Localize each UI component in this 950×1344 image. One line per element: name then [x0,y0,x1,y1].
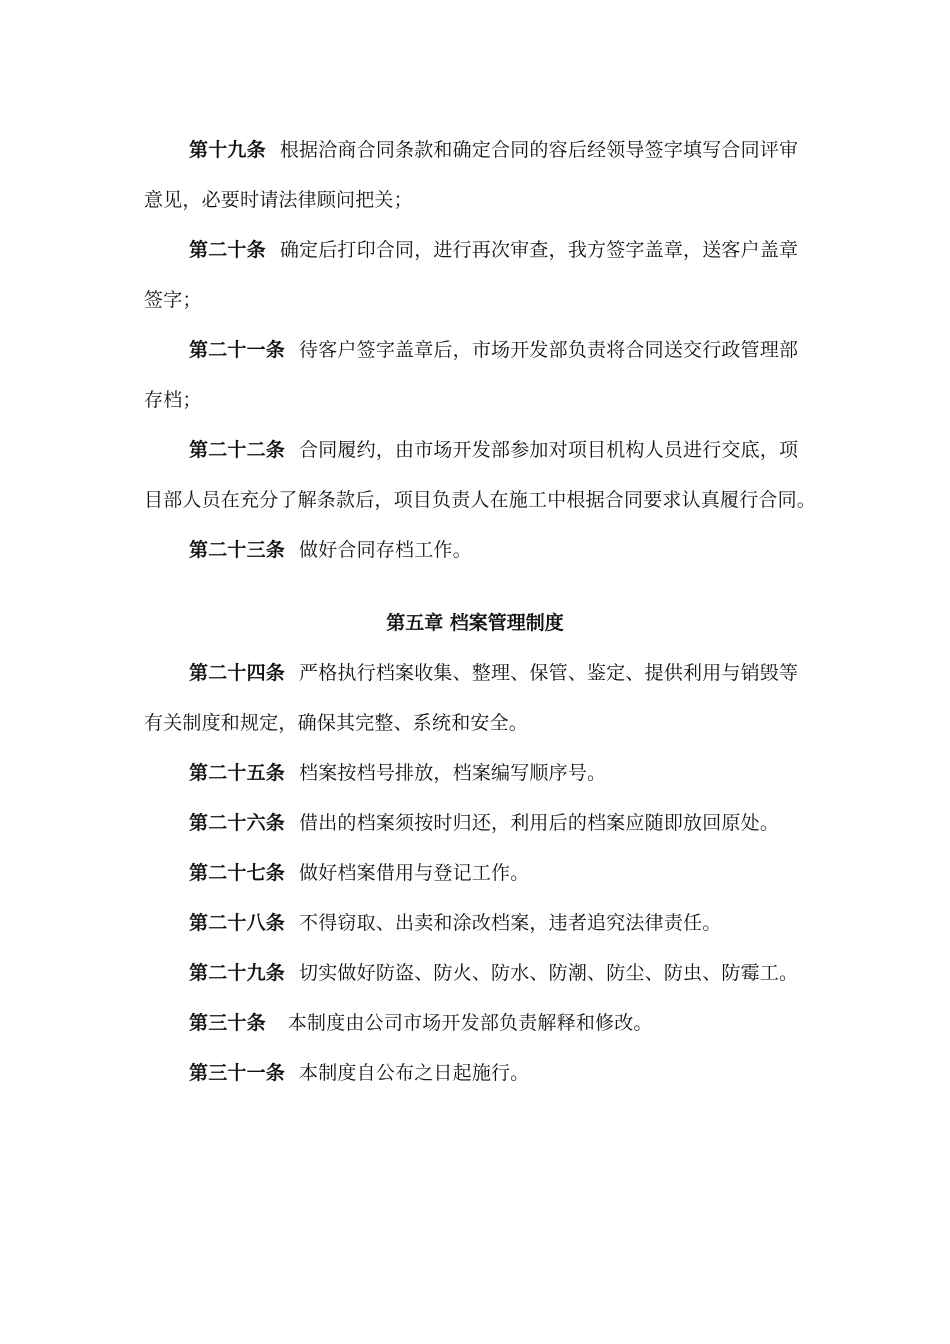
article-27-text: 做好档案借用与登记工作。 [299,862,530,884]
article-23-label: 第二十三条 [189,539,286,561]
article-26-line-1 [189,810,779,836]
article-24-text: 严格执行档案收集、整理、保管、鉴定、提供利用与销毁等 [299,662,799,684]
article-21-line-1 [189,337,798,363]
article-30-line-1 [189,1010,653,1036]
article-29-text: 切实做好防盗、防火、防水、防潮、防尘、防虫、防霉工。 [299,962,799,984]
article-30-text: 本制度由公司市场开发部负责解释和修改。 [287,1012,653,1034]
article-24-line-2: 有关制度和规定，确保其完整、系统和安全。 [144,712,529,734]
article-27-label: 第二十七条 [189,862,286,884]
article-25-text: 档案按档号排放，档案编写顺序号。 [299,762,607,784]
article-21-label: 第二十一条 [189,339,286,361]
article-22-line-2: 目部人员在充分了解条款后，项目负责人在施工中根据合同要求认真履行合同。 [144,489,817,511]
article-28-label: 第二十八条 [189,912,286,934]
article-20-text: 确定后打印合同，进行再次审查，我方签字盖章，送客户盖章 [279,239,799,261]
article-31-line-1 [189,1060,529,1086]
chapter-title: 第五章 档案管理制度 [386,612,564,634]
article-28-text: 不得窃取、出卖和涂改档案，违者追究法律责任。 [299,912,722,934]
article-20-line-1 [189,237,798,263]
article-20-label: 第二十条 [189,239,266,261]
article-28-line-1 [189,910,721,936]
article-22-label: 第二十二条 [189,439,286,461]
article-19-line-1 [189,137,798,163]
article-20-line-2: 签字； [144,289,202,311]
article-27-line-1 [189,860,529,886]
article-24-label: 第二十四条 [189,662,286,684]
article-31-text: 本制度自公布之日起施行。 [299,1062,530,1084]
article-23-text: 做好合同存档工作。 [299,539,472,561]
article-19-line-2: 意见，必要时请法律顾问把关； [144,189,413,211]
article-29-label: 第二十九条 [189,962,286,984]
article-25-label: 第二十五条 [189,762,286,784]
article-29-line-1 [189,960,798,986]
article-21-text: 待客户签字盖章后，市场开发部负责将合同送交行政管理部 [299,339,799,361]
article-31-label: 第三十一条 [189,1062,286,1084]
article-23-line-1 [189,537,472,563]
article-24-line-1 [189,660,798,686]
article-26-label: 第二十六条 [189,812,286,834]
article-21-line-2: 存档； [144,389,202,411]
article-25-line-1 [189,760,606,786]
article-22-line-1 [189,437,798,463]
article-22-text: 合同履约，由市场开发部参加对项目机构人员进行交底，项 [299,439,799,461]
article-30-label: 第三十条 [189,1012,266,1034]
article-19-text: 根据洽商合同条款和确定合同的容后经领导签字填写合同评审 [279,139,799,161]
article-26-text: 借出的档案须按时归还，利用后的档案应随即放回原处。 [299,812,780,834]
article-19-label: 第十九条 [189,139,266,161]
